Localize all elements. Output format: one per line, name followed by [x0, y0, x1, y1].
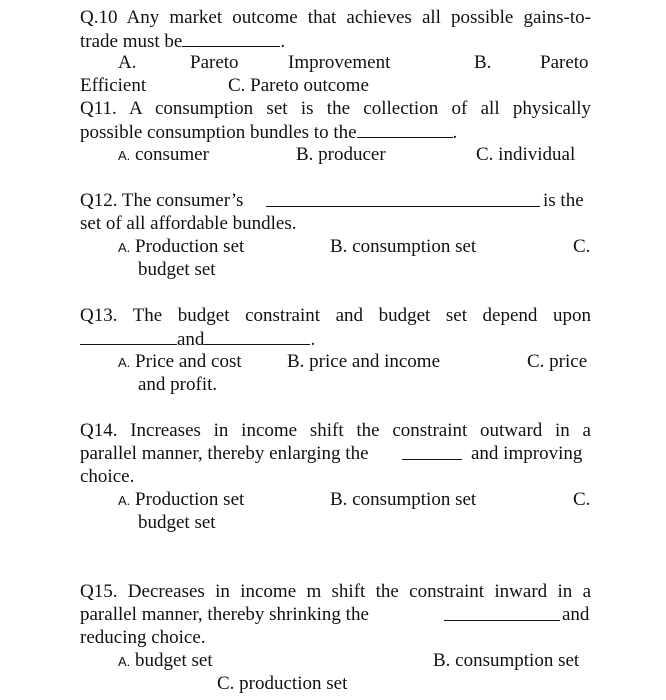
q13-stem-line2 [80, 327, 315, 351]
q12-option-b: B. consumption set [330, 236, 477, 257]
q10-option-a-word2: Improvement [288, 52, 391, 73]
q11-option-a-text: consumer [135, 144, 209, 165]
q13-option-a-letter: A. [118, 355, 131, 370]
q11-stem-line2 [80, 120, 457, 144]
q14-option-a-text: Production set [135, 489, 245, 510]
q12-option-a-letter: A. [118, 240, 131, 255]
q11-option-a-letter: A. [118, 148, 131, 163]
q14-answer-blank [402, 442, 462, 460]
q12-stem-start: Q12. The consumer’s [80, 190, 244, 211]
q14-option-a-letter: A. [118, 493, 131, 508]
q10-option-b-word1: Pareto [540, 52, 589, 73]
q15-option-a [118, 649, 213, 673]
q14-stem-start: parallel manner, thereby enlarging the [80, 443, 369, 464]
q14-stem-line3: choice. [80, 466, 135, 487]
q11-option-b: B. producer [296, 144, 386, 165]
q12-option-a-text: Production set [135, 236, 245, 257]
q11-stem-period: . [452, 122, 458, 143]
q12-stem-end: is the [543, 190, 584, 211]
q15-option-c: C. production set [217, 673, 348, 694]
q10-stem-line1: Q.10 Any market outcome that achieves all possible gains-to- [80, 7, 591, 28]
q11-option-a [118, 143, 209, 167]
q13-answer-blank-2 [204, 327, 310, 345]
q13-stem-period: . [310, 329, 316, 350]
q10-stem-period: . [280, 31, 286, 52]
q10-stem-text: trade must be [80, 31, 183, 52]
q11-stem-text: possible consumption bundles to the [80, 122, 357, 143]
q14-option-c-letter: C. [573, 489, 591, 510]
q14-stem-end: and improving [471, 443, 583, 464]
q13-stem-line1: Q13. The budget constraint and budget set depend upon [80, 305, 591, 326]
q13-stem-and: and [177, 329, 205, 350]
q13-option-a-text: Price and cost [135, 351, 242, 372]
q15-option-a-letter: A. [118, 654, 131, 669]
q14-option-c-text: budget set [138, 512, 216, 533]
q14-option-b: B. consumption set [330, 489, 477, 510]
q10-option-c: C. Pareto outcome [228, 75, 369, 96]
q10-answer-blank [182, 29, 280, 47]
q13-option-b: B. price and income [287, 351, 441, 372]
q15-option-a-text: budget set [135, 650, 213, 671]
q12-stem-line2: set of all affordable bundles. [80, 213, 297, 234]
q15-stem-line1: Q15. Decreases in income m shift the constraint inward in a [80, 581, 591, 602]
q10-option-a-letter: A. [118, 52, 137, 73]
q13-option-a-continued: and profit. [138, 374, 218, 395]
q12-option-a [118, 235, 244, 259]
q13-option-c: C. price [527, 351, 588, 372]
q12-option-c-letter: C. [573, 236, 591, 257]
q13-answer-blank-1 [80, 327, 177, 345]
q12-answer-blank [266, 189, 540, 207]
q14-stem-line1: Q14. Increases in income shift the constraint outward in a [80, 420, 591, 441]
q15-stem-start: parallel manner, thereby shrinking the [80, 604, 369, 625]
q13-option-a [118, 350, 242, 374]
q10-stem-line2 [80, 29, 285, 53]
q11-stem-line1: Q11. A consumption set is the collection of all physically [80, 98, 591, 119]
q11-answer-blank [357, 120, 453, 138]
q15-stem-line3: reducing choice. [80, 627, 206, 648]
q15-answer-blank [444, 603, 560, 621]
q10-option-b-word2: Efficient [80, 75, 147, 96]
q15-stem-end: and [562, 604, 590, 625]
q10-option-b-letter: B. [474, 52, 492, 73]
q10-option-a-word1: Pareto [190, 52, 239, 73]
q15-option-b: B. consumption set [433, 650, 580, 671]
q11-option-c: C. individual [476, 144, 576, 165]
q12-option-c-text: budget set [138, 259, 216, 280]
q14-option-a [118, 488, 244, 512]
